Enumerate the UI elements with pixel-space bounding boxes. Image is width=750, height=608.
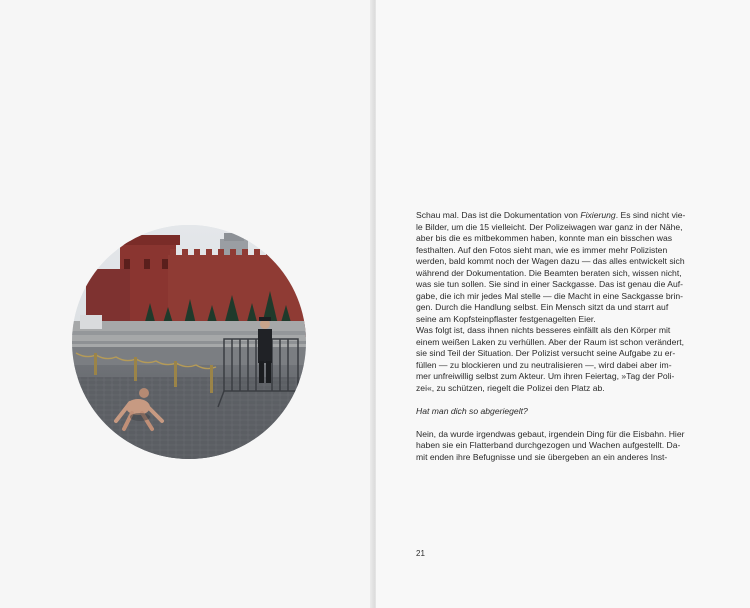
page-number: 21 [416,549,425,558]
text-line: haben sie ein Flatterband durchgezogen und Wachen aufgestellt. Da- [416,440,681,450]
text-line: zei«, zu schützen, riegelt die Polizei den Platz ab. [416,382,605,393]
text-line: werden, bald kommt noch der Wagen dazu — das alles entwickelt sich [416,256,685,266]
text-line: einem weißen Laken zu verhüllen. Aber der Raum ist schon verändert, [416,336,684,347]
left-page [0,0,374,608]
text-line: Nein, da wurde irgendwas gebaut, irgendein Ding für die Eisbahn. Hier [416,428,685,439]
body-text [416,210,686,463]
paragraph-gap [416,394,666,406]
circular-photo [72,225,306,459]
work-title: Fixierung [580,210,616,220]
text-line: Was folgt ist, dass ihnen nichts besseres einfällt als den Körper mit [416,325,671,335]
text-line: gabe, die ich mir jedes Mal stelle — die Macht in eine Sackgasse brin- [416,290,684,301]
photo-illustration [72,225,306,459]
text-line: gen. Durch die Handlung selbst. Ein Mensch sitzt da und starrt auf [416,302,669,312]
text-line: füllen — zu blockieren und zu neutralisieren —, wird dabei aber im- [416,359,672,370]
text-line: was sie tun sollen. Sie sind in einer Sackgasse. Das ist genau die Auf- [416,279,684,289]
paragraph-gap [416,417,666,429]
text-line: Schau mal. Das ist die Dokumentation von Fixierung. Es sind nicht vie- [416,210,686,220]
text-line: mit enden ihre Befugnisse und sie übergeben an ein anderes Inst- [416,451,668,462]
text-line: le Bilder, um die 15 vielleicht. Der Polizeiwagen war ganz in der Nähe, [416,221,683,232]
text-line: sie sind Teil der Situation. Der Polizist versucht seine Aufgabe zu er- [416,348,676,358]
interview-question: Hat man dich so abgeriegelt? [416,405,528,416]
text-line: festhalten. Auf den Fotos sieht man, wie es immer mehr Polizisten [416,244,668,255]
text-line: während der Dokumentation. Die Beamten beraten sich, wissen nicht, [416,267,682,278]
text-line: mer unfreiwillig selbst zum Akteur. Um ihren Feiertag, »Tag der Poli- [416,371,675,381]
text-line: seine am Kopfsteinpflaster festgenagelten Eier. [416,313,596,324]
text-line: aber bis die es mitbekommen haben, konnte man ein bisschen was [416,233,673,243]
